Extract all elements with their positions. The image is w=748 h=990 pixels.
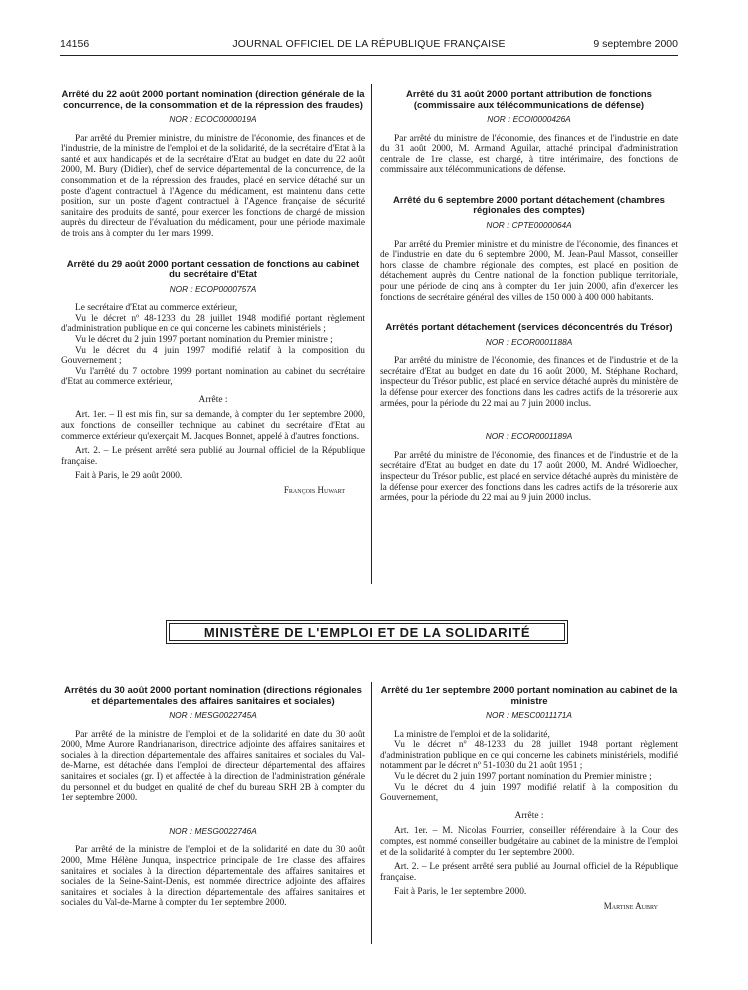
article-1: Art. 1er. – Il est mis fin, sur sa demande, à compter du 1er septembre 2000, aux fonctions de conseiller technique au cabinet du secrétaire d'Etat au commerce extérieur qu'exerçait M. Jacques Bonnet, appelé à d'autres fonctions. (61, 410, 365, 442)
decree-paragraph: Vu le décret du 2 juin 1997 portant nomination du Premier ministre ; (394, 771, 652, 782)
nor-reference: NOR : ECOP0000757A (169, 283, 257, 294)
fait-a-paris: Fait à Paris, le 29 août 2000. (75, 471, 183, 482)
journal-title: JOURNAL OFFICIEL DE LA RÉPUBLIQUE FRANÇAISE (232, 38, 506, 50)
decree-paragraph: Vu le décret du 2 juin 1997 portant nomination du Premier ministre ; (75, 334, 333, 345)
header-rule (60, 55, 678, 56)
decree-paragraph: Par arrêté du ministre de l'économie, des finances et de l'industrie en date du 31 août 2000, M. Armand Aguilar, attaché principal d'administration centrale de 1re classe, est chargé, à titre intérimaire, des fonctions de commissaire aux télécommunications de défense. (380, 133, 678, 176)
page-header (60, 38, 678, 54)
decree-paragraph: Par arrêté du ministre de l'économie, des finances et de l'industrie et de la secrétaire d'Etat au budget en date du 16 août 2000, M. Stéphane Rochard, inspecteur du Trésor public, est placé en service détaché auprès du ministère de la défense pour exercer des fonctions dans les cadres actifs de la trésorerie aux armées, pour la période du 22 mai au 7 juin 2000 inclus. (380, 356, 678, 409)
decree-title: Arrêté du 29 août 2000 portant cessation de fonctions au cabinet du secrétaire d'Etat (66, 258, 360, 281)
decree-title: Arrêtés portant détachement (services déconcentrés du Trésor) (385, 322, 673, 334)
issue-date: 9 septembre 2000 (593, 38, 678, 50)
decree-paragraph: Par arrêté du Premier ministre, du ministre de l'économie, des finances et de l'industrie, de la ministre de l'emploi et de la solidarité, de la secrétaire d'Etat à la santé et aux handicapés et de la secrétaire d'Etat au budget en date du 22 août 2000, M. Bury (Didier), chef de service départemental de la concurrence, de la consommation et de la répression des fraudes, placé en service détaché sur un poste d'agent contractuel à l'Agence du médicament, est maintenu dans cette position, sur un poste d'agent contractuel à l'Agence française de sécurité sanitaire des produits de santé, pour exercer les fonctions de chargé de mission auprès du directeur de l'évaluation du médicament, pour une période maximale de trois ans à compter du 1er mars 1999. (61, 133, 365, 239)
nor-reference: NOR : CPTE0000064A (486, 219, 572, 230)
signature: François Huwart (283, 485, 345, 496)
article-2: Art. 2. – Le présent arrêté sera publié au Journal officiel de la République française. (380, 862, 678, 883)
ministry-title: MINISTÈRE DE L'EMPLOI ET DE LA SOLIDARITÉ (169, 623, 565, 641)
decree-paragraph: Par arrêté du ministre de l'économie, des finances et de l'industrie et de la secrétaire d'Etat au budget en date du 17 août 2000, M. André Widloecher, inspecteur du Trésor public, est placé en service détaché auprès du ministère de la défense pour exercer des fonctions dans les cadres actifs de la trésorerie aux armées, pour la période du 22 mai au 9 juin 2000 inclus. (380, 450, 678, 504)
page-number: 14156 (60, 38, 90, 50)
signature: Martine Aubry (603, 900, 658, 911)
decree-title: Arrêté du 1er septembre 2000 portant nomination au cabinet de la ministre (380, 685, 678, 707)
decree-title: Arrêtés du 30 août 2000 portant nomination (directions régionales et départementales des affaires sanitaires et sociales) (64, 685, 362, 707)
decree-paragraph: Par arrêté de la ministre de l'emploi et de la solidarité en date du 30 août 2000, Mme Aurore Randrianarison, directrice adjointe des affaires sanitaires et sociales à la direction départementale des affaires sanitaires et sociales du Val-de-Marne, est détachée dans l'emploi de directeur départemental des affaires sanitaires et sociales (gr. I) et affectée à la direction de l'administration générale du personnel et du budget en qualité de chef du bureau SRH 2B à compter du 1er septembre 2000. (61, 729, 365, 804)
nor-reference: NOR : ECOR0001188A (485, 336, 573, 347)
column-divider-top (371, 84, 372, 584)
article-1: Art. 1er. – M. Nicolas Fourrier, conseiller référendaire à la Cour des comptes, est nommé conseiller budgétaire au cabinet de la ministre de l'emploi et de la solidarité à compter du 1er septembre 2000. (380, 826, 678, 858)
decree-3 (380, 90, 678, 176)
decree-8 (61, 826, 365, 909)
decree-5 (380, 323, 678, 409)
decree-paragraph: La ministre de l'emploi et de la solidarité, (394, 729, 550, 740)
decree-paragraph: Vu le décret du 4 juin 1997 modifié relatif à la composition du Gouvernement, (380, 782, 678, 804)
decree-paragraph: Vu le décret nº 48-1233 du 28 juillet 1948 portant règlement d'administration publique en ce qui concerne les cabinets ministériels, modifié notamment par le décret nº 51-1030 du 21 août 1951 ; (380, 740, 678, 772)
article-2: Art. 2. – Le présent arrêté sera publié au Journal officiel de la République française. (61, 446, 365, 467)
right-column-top (380, 90, 678, 504)
nor-reference: NOR : ECOR0001189A (485, 431, 573, 442)
nor-reference: NOR : MESG0022745A (169, 710, 257, 720)
decree-paragraph: Par arrêté de la ministre de l'emploi et de la solidarité en date du 30 août 2000, Mme Hélène Junqua, inspectrice principale de 1re classe des affaires sanitaires et sociales à la direction départementale des affaires sanitaires et sociales de la Seine-Saint-Denis, est nommée directrice adjointe des affaires sanitaires et sociales à la direction départementale des affaires sanitaires et sociales du Val-de-Marne à compter du 1er septembre 2000. (61, 845, 365, 909)
left-column-top (61, 90, 365, 496)
nor-reference: NOR : ECOI0000426A (487, 114, 571, 124)
decree-paragraph: Vu l'arrêté du 7 octobre 1999 portant nomination au cabinet du secrétaire d'Etat au commerce extérieur, (61, 366, 365, 388)
decree-paragraph: Vu le décret nº 48-1233 du 28 juillet 1948 modifié portant règlement d'administration publique en ce qui concerne les cabinets ministériels ; (61, 313, 365, 335)
nor-reference: NOR : MESC0011171A (486, 710, 572, 720)
decree-paragraph: Par arrêté du Premier ministre et du ministre de l'économie, des finances et de l'industrie en date du 6 septembre 2000, M. Jean-Paul Massot, conseiller hors classe de chambre régionale des comptes, est placé en position de détachement auprès du Centre national de la fonction publique territoriale, pour une période de cinq ans à compter du 1er juin 2000, afin d'exercer les fonctions de secrétaire général des villes de 150 000 à 400 000 habitants. (380, 239, 678, 303)
decree-paragraph: Le secrétaire d'Etat au commerce extérieur, (75, 303, 238, 314)
decree-title: Arrêté du 22 août 2000 portant nomination (direction générale de la concurrence, de la consommation et de la répression des fraudes) (61, 89, 365, 111)
decree-4 (380, 196, 678, 303)
decree-paragraph: Vu le décret du 4 juin 1997 modifié relatif à la composition du Gouvernement ; (61, 345, 365, 367)
nor-reference: NOR : ECOC0000019A (169, 114, 257, 124)
arrete-label: Arrête : (514, 810, 544, 821)
decree-title: Arrêté du 31 août 2000 portant attribution de fonctions (commissaire aux télécommunications de défense) (406, 89, 652, 111)
decree-7 (61, 686, 365, 804)
arrete-label: Arrête : (198, 394, 228, 405)
right-column-bottom (380, 686, 678, 912)
column-divider-bottom (371, 682, 372, 944)
decree-1 (61, 90, 365, 240)
decree-6 (380, 431, 678, 504)
decree-title: Arrêté du 6 septembre 2000 portant détachement (chambres régionales des comptes) (393, 194, 665, 217)
nor-reference: NOR : MESG0022746A (169, 825, 257, 836)
left-column-bottom (61, 686, 365, 909)
fait-a-paris: Fait à Paris, le 1er septembre 2000. (394, 887, 527, 898)
ministry-banner (166, 620, 568, 644)
decree-2 (61, 260, 365, 496)
